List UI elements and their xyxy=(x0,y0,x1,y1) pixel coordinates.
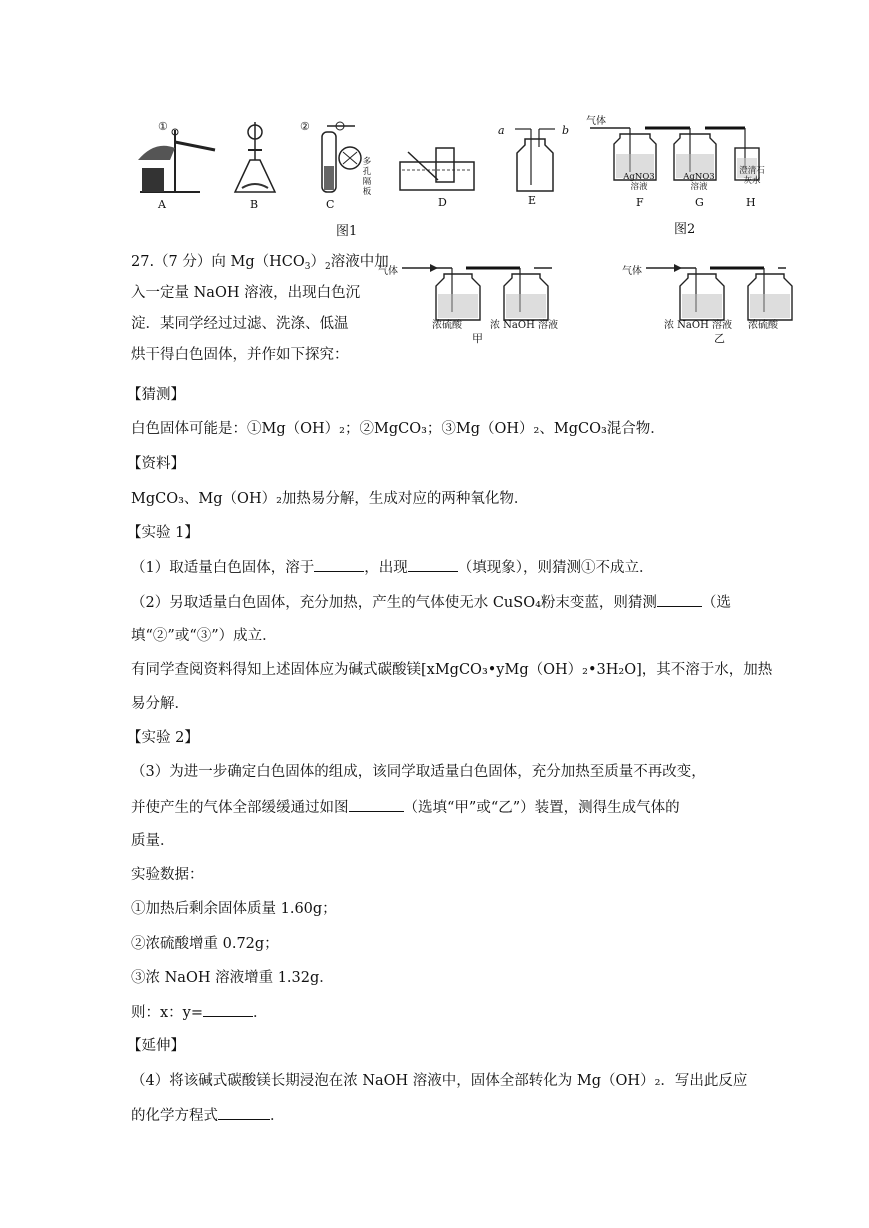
q4-line-1: （4）将该碱式碳酸镁长期浸泡在浓 NaOH 溶液中，固体全部转化为 Mg（OH）₂．写出此反应 xyxy=(131,1073,748,1089)
data-1: ①加热后剩余固体质量 1.60g； xyxy=(131,901,337,917)
fig2-h-reagent: 澄清石灰水 xyxy=(739,166,765,186)
jia-right-reagent: 浓 NaOH 溶液 xyxy=(490,320,558,331)
jia-gas-label: 气体 xyxy=(378,266,398,277)
label-e: E xyxy=(528,194,537,207)
q2-a: （2）另取适量白色固体，充分加热，产生的气体使无水 CuSO₄粉末变蓝，则猜测 xyxy=(131,595,657,611)
ratio-line xyxy=(131,1002,268,1023)
circle-number-1: ① xyxy=(158,120,168,133)
jia-name: 甲 xyxy=(472,332,483,345)
intro-line-2: 入一定量 NaOH 溶液，出现白色沉 xyxy=(131,285,361,301)
q4-2a: 的化学方程式 xyxy=(131,1108,218,1124)
q2-line-2: 填“②”或“③”）成立． xyxy=(131,628,277,644)
info-text: MgCO₃、Mg（OH）₂加热易分解，生成对应的两种氧化物． xyxy=(131,491,529,507)
intro-line-1 xyxy=(131,252,389,277)
q1-b: ，出现 xyxy=(364,560,408,576)
q1-c: （填现象），则猜测①不成立． xyxy=(457,560,654,576)
ratio-a: 则：x：y= xyxy=(131,1005,204,1021)
ratio-blank[interactable] xyxy=(203,1002,253,1017)
figure-1-caption: 图1 xyxy=(336,224,358,239)
q4-blank[interactable] xyxy=(218,1105,270,1120)
intro-1c: 溶液中加 xyxy=(330,254,389,270)
q1-a: （1）取适量白色固体，溶于 xyxy=(131,560,315,576)
info-title: 【资料】 xyxy=(127,456,185,472)
intro-1a: 27.（7 分）向 Mg（HCO xyxy=(131,254,305,270)
q3-line-2 xyxy=(131,797,680,818)
exp1-title: 【实验 1】 xyxy=(127,525,199,541)
c-annotation: 多孔隔板 xyxy=(362,157,372,197)
fig2-gas-label: 气体 xyxy=(586,116,606,127)
fig2-f-reagent: AgNO3 溶液 xyxy=(623,172,655,192)
label-a: A xyxy=(158,198,166,211)
intro-1b: ） xyxy=(310,254,325,270)
yi-left-reagent: 浓 NaOH 溶液 xyxy=(664,320,732,331)
yi-gas-label: 气体 xyxy=(622,266,642,277)
q4-line-2 xyxy=(131,1105,285,1126)
guess-text: 白色固体可能是：①Mg（OH）₂；②MgCO₃；③Mg（OH）₂、MgCO₃混合物． xyxy=(131,421,665,437)
q2-blank[interactable] xyxy=(657,592,702,607)
apparatus-d-drawing xyxy=(398,142,478,192)
jia-left-reagent: 浓硫酸 xyxy=(432,320,462,331)
data-title: 实验数据： xyxy=(131,867,204,883)
q1-line xyxy=(131,557,653,578)
label-g: G xyxy=(695,196,704,209)
note-line-1: 有同学查阅资料得知上述固体应为碱式碳酸镁[xMgCO₃•yMg（OH）₂•3H₂O]，其不溶于水，加热 xyxy=(131,662,773,678)
label-h: H xyxy=(746,196,756,209)
yi-name: 乙 xyxy=(714,332,725,345)
q3-line-1: （3）为进一步确定白色固体的组成，该同学取适量白色固体，充分加热至质量不再改变， xyxy=(131,764,706,780)
q3-2b: （选填“甲”或“乙”）装置，测得生成气体的 xyxy=(403,800,680,816)
yi-right-reagent: 浓硫酸 xyxy=(748,320,778,331)
circle-number-2: ② xyxy=(300,120,310,133)
yi-apparatus-drawing xyxy=(646,264,826,324)
ext-title: 【延伸】 xyxy=(127,1038,185,1054)
apparatus-a-drawing xyxy=(130,120,220,200)
data-3: ③浓 NaOH 溶液增重 1.32g． xyxy=(131,970,334,986)
port-b: b xyxy=(562,124,570,137)
q1-blank-1[interactable] xyxy=(314,557,364,572)
q3-line-3: 质量． xyxy=(131,833,175,849)
intro-line-4: 烘干得白色固体，并作如下探究： xyxy=(131,347,349,363)
ratio-b: ． xyxy=(253,1005,268,1021)
label-c: C xyxy=(326,198,335,211)
note-line-2: 易分解． xyxy=(131,696,189,712)
label-b: B xyxy=(250,198,259,211)
intro-1-sub: 3 xyxy=(304,262,311,272)
q2-line-1 xyxy=(131,592,731,613)
intro-line-3: 淀．某同学经过过滤、洗涤、低温 xyxy=(131,316,349,332)
q1-blank-2[interactable] xyxy=(408,557,458,572)
apparatus-b-drawing xyxy=(230,120,280,195)
fig2-g-reagent: AgNO3 溶液 xyxy=(683,172,715,192)
guess-title: 【猜测】 xyxy=(127,387,185,403)
exp2-title: 【实验 2】 xyxy=(127,730,199,746)
q3-blank[interactable] xyxy=(349,797,404,812)
apparatus-e-drawing xyxy=(505,125,565,195)
intro-1-sub2: 2 xyxy=(325,262,331,272)
q3-2a: 并使产生的气体全部缓缓通过如图 xyxy=(131,800,349,816)
jia-apparatus-drawing xyxy=(402,264,582,324)
label-f: F xyxy=(636,196,644,209)
port-a: a xyxy=(498,124,505,137)
label-d: D xyxy=(438,196,447,209)
q2-b: （选 xyxy=(701,595,731,611)
figure-2-caption: 图2 xyxy=(674,222,696,237)
data-2: ②浓硫酸增重 0.72g； xyxy=(131,936,279,952)
q4-2b: ． xyxy=(270,1108,285,1124)
